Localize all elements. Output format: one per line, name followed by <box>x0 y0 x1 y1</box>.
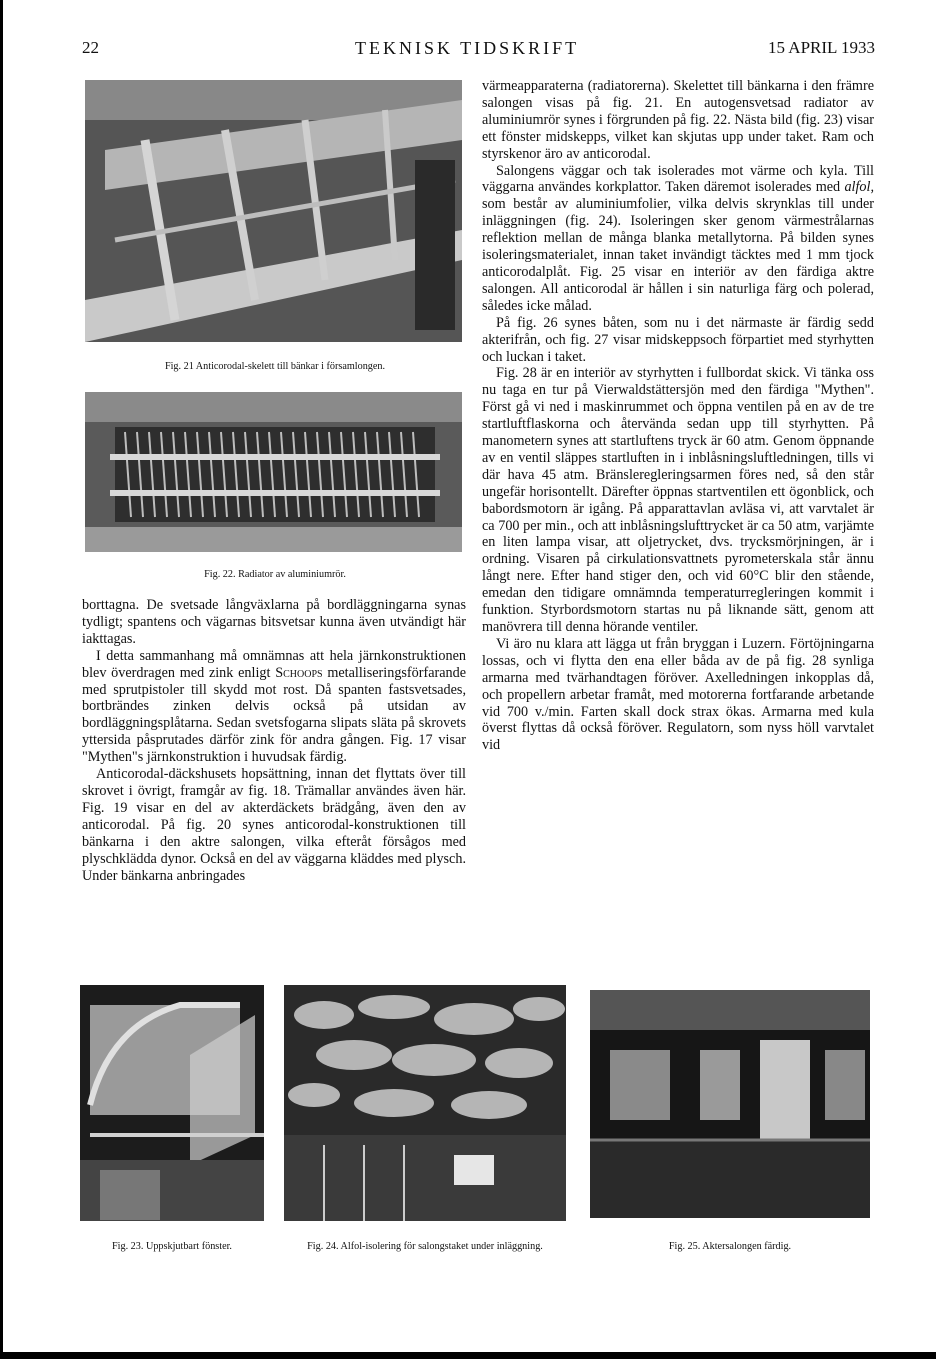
fig25-photo <box>590 990 870 1218</box>
fig22-photo <box>85 392 462 552</box>
right-para-4: Fig. 28 är en interiör av styrhytten i fullbordat skick. Vi tänka oss nu taga en tur på Vierwaldstättersjön med den färdiga "Mythen". Först gå vi ned i maskinrummet och öppna ventilen på en av de tre startluftflaskorna och återvända sedan upp till styrhytten. På manometern synes att startluftens tryck är 60 atm. Genom öppnande av en ventil släppes startluften in i inblåsningsluftledningen, tills vi där hava 45 atm. Bränsleregleringsarmen föres ned, så den står ungefär horisontellt. Därefter öppnas startventilen ett ögonblick, och babordsmotorn är igång. På apparattavlan avläsa vi, att varvtalet är ca 700 per min., och att inblåsningslufttrycket är ca 50 atm, varjämte en liten lampa visar, att oljetrycket, dvs. trycksmörjningen, är i ordning. Visaren på cirkulationsvattnets pyrometerskala står ännu långt nere. Efter hand stiger den, och vid 60°C blir den stående, emedan den tidigare omnämnda temperaturregleringen kommit i funktion. Styrbordsmotorn startas nu på liknande sätt, genom att manövrera till denna hörande ventiler. <box>482 365 874 635</box>
left-para-2-a: I detta sammanhang må omnämnas att hela järnkonstruktionen blev överdragen med zink enligt <box>82 647 466 681</box>
fig24-caption: Fig. 24. Alfol-isolering för salongstaket under inläggning. <box>307 1241 543 1252</box>
bottom-scan-border <box>0 1352 936 1359</box>
right-column <box>482 78 874 754</box>
right-para-2-b: som består av aluminiumfolier, vilka delvis skrynklas till under inläggningen (fig. 24). Isoleringen sker genom värmestrålarnas reflektion mellan de många blanka metallytorna. På bilden synes isoleringsmaterialet, innan taket invändigt täcktes med 1 mm tjock anticorodalplåt. Fig. 25 visar en interiör av den färdiga aktre salongen. All anticorodal är hållen i sin naturliga färg och polerad, således icke målad. <box>482 196 874 314</box>
right-para-1: värmeapparaterna (radiatorerna). Skelettet till bänkarna i den främre salongen visas på fig. 21. En autogensvetsad radiator av aluminiumrör synes i förgrunden på fig. 22. Nästa bild (fig. 23) visar ett fönster midskepps, vilket kan skjutas upp under taket. Ram och styrskenor äro av anticorodal. <box>482 78 874 162</box>
fig21-caption: Fig. 21 Anticorodal-skelett till bänkar i församlongen. <box>164 361 386 372</box>
left-para-2-b: metalliseringsförfarande med sprutpistoler till skydd mot rost. Då spanten fastsvetsades, bortbrändes zinken delvis också på utsidan av bordläggningsplåtarna. Sedan svetsfogarna slipats släta på skrovets yttersida påsprutades därför zink för andra gången. Fig. 17 visar "Mythen"s järnkonstruktion i huvudsak färdig. <box>82 664 467 766</box>
fig23-photo <box>80 985 264 1221</box>
journal-title: TEKNISK TIDSKRIFT <box>355 38 580 58</box>
left-para-1: borttagna. De svetsade långväxlarna på bordläggningarna synas tydligt; spantens och vägarnas bitsvetsar kunna även utvändigt här iakttagas. <box>82 597 466 647</box>
fig21-illustration <box>85 80 462 342</box>
fig23-illustration <box>80 985 264 1221</box>
fig23-caption: Fig. 23. Uppskjutbart fönster. <box>112 1241 232 1252</box>
person-name: Schoops <box>275 664 323 681</box>
page-number: 22 <box>82 38 99 57</box>
left-column <box>82 597 466 884</box>
right-para-2 <box>482 163 874 315</box>
left-para-2 <box>82 648 466 766</box>
right-para-2-a: Salongens väggar och tak isolerades mot värme och kyla. Till väggarna användes korkplattor. Taken däremot isolerades med <box>482 162 874 196</box>
fig21-photo <box>85 80 462 342</box>
issue-date: 15 APRIL 1933 <box>768 38 876 57</box>
fig24-photo <box>284 985 566 1221</box>
left-para-3: Anticorodal-däckshusets hopsättning, innan det flyttats över till skrovet i övrigt, framgår av fig. 18. Trämallar användes även här. Fig. 19 visar en del av akterdäckets brädgång, även den av anticorodal. På fig. 20 synes anticorodal-konstruktionen till bänkarna i den aktre salongen, vilka efteråt försågos med plyschklädda dynor. Också en del av väggarna kläddes med plysch. Under bänkarna anbringades <box>82 766 466 884</box>
scan-edge <box>0 0 3 1359</box>
fig22-illustration <box>85 392 462 552</box>
right-para-3: På fig. 26 synes båten, som nu i det närmaste är färdig sedd akterifrån, och fig. 27 visar midskeppsoch förpartiet med styrhytten och luckan i taket. <box>482 314 874 365</box>
right-para-5: Vi äro nu klara att lägga ut från bryggan i Luzern. Förtöjningarna lossas, och vi flytta den ena eller båda av de på fig. 28 synliga armarna med tvärhandtagen föröver. Axelledningen inkopplas då, och propellern arbetar framåt, med motorerna fortfarande arbetande vid 700 v./min. Farten skall dock strax ökas. Armarna med kula överst flyttas då också föröver. Regulatorn, som nyss höll varvtalet vid <box>482 635 874 754</box>
alfol-term: alfol, <box>844 179 875 196</box>
fig25-illustration <box>590 990 870 1218</box>
fig25-caption: Fig. 25. Aktersalongen färdig. <box>668 1241 792 1252</box>
fig22-caption: Fig. 22. Radiator av aluminiumrör. <box>204 569 346 580</box>
fig24-illustration <box>284 985 566 1221</box>
